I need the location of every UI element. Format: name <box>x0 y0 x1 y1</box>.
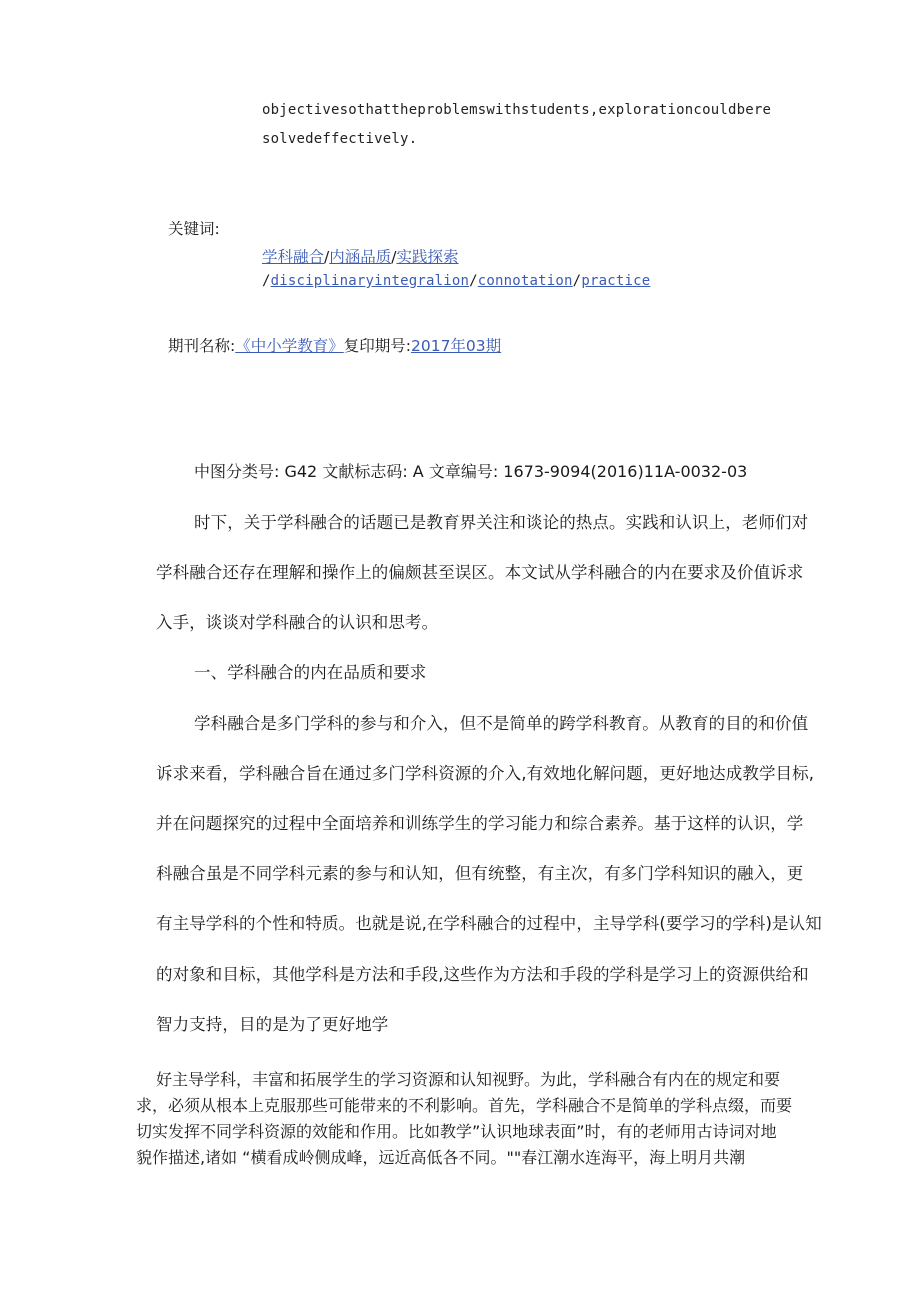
section-heading: 一、学科融合的内在品质和要求 <box>194 663 427 682</box>
paragraph-2-line: 学科融合是多门学科的参与和介入，但不是简单的跨学科教育。从教育的目的和价值 <box>194 714 809 733</box>
paragraph-2-line: 智力支持，目的是为了更好地学 <box>156 1015 389 1034</box>
journal-row <box>168 334 501 356</box>
keywords-en-row <box>262 273 650 289</box>
paragraph-1-line: 入手，谈谈对学科融合的认识和思考。 <box>156 613 439 632</box>
keyword-separator: / <box>324 248 330 266</box>
keyword-separator: / <box>572 273 582 289</box>
keyword-link-en-disciplinary[interactable]: disciplinaryintegralion <box>270 273 470 289</box>
keyword-link-connotation-quality[interactable]: 内涵品质 <box>329 248 392 266</box>
journal-name-link[interactable]: 《中小学教育》 <box>235 337 344 355</box>
issue-link[interactable]: 2017年03期 <box>410 337 502 355</box>
keyword-separator: / <box>391 248 397 266</box>
abstract-en-line-1: objectivesothattheproblemswithstudents,explorationcouldbere <box>262 102 772 118</box>
keyword-link-en-practice[interactable]: practice <box>581 273 651 289</box>
paragraph-2-line: 并在问题探究的过程中全面培养和训练学生的学习能力和综合素养。基于这样的认识，学 <box>156 814 804 833</box>
paragraph-3-line: 求，必须从根本上克服那些可能带来的不利影响。首先，学科融合不是简单的学科点缀，而要 <box>136 1096 793 1115</box>
keyword-separator: / <box>469 273 478 289</box>
abstract-en-line-2: solvedeffectively. <box>262 131 418 147</box>
keywords-label: 关键词: <box>168 220 220 238</box>
keywords-cn-row <box>262 245 459 267</box>
paragraph-3-line: 好主导学科，丰富和拓展学生的学习资源和认知视野。为此，学科融合有内在的规定和要 <box>156 1070 781 1089</box>
keyword-link-disciplinary-integration[interactable]: 学科融合 <box>262 248 325 266</box>
paragraph-2-line: 诉求来看，学科融合旨在通过多门学科资源的介入,有效地化解问题，更好地达成教学目标, <box>156 764 815 783</box>
keyword-link-en-connotation[interactable]: connotation <box>477 273 573 289</box>
classification-line: 中图分类号: G42 文献标志码: A 文章编号: 1673-9094(2016)11A-0032-03 <box>194 462 748 481</box>
journal-label: 期刊名称: <box>168 337 236 355</box>
paragraph-2-line: 有主导学科的个性和特质。也就是说,在学科融合的过程中，主导学科(要学习的学科)是认知 <box>156 914 822 933</box>
paragraph-1-line: 学科融合还存在理解和操作上的偏颇甚至误区。本文试从学科融合的内在要求及价值诉求 <box>156 563 804 582</box>
paragraph-3-line: 貌作描述,诸如 “横看成岭侧成峰，远近高低各不同。""春江潮水连海平，海上明月共潮 <box>136 1148 746 1167</box>
paragraph-2-line: 的对象和目标，其他学科是方法和手段,这些作为方法和手段的学科是学习上的资源供给和 <box>156 965 809 984</box>
keyword-separator: / <box>262 273 271 289</box>
issue-label: 复印期号: <box>343 337 411 355</box>
keyword-link-practice-exploration[interactable]: 实践探索 <box>396 248 459 266</box>
paragraph-1-line: 时下，关于学科融合的话题已是教育界关注和谈论的热点。实践和认识上，老师们对 <box>194 513 809 532</box>
paragraph-3-line: 切实发挥不同学科资源的效能和作用。比如教学”认识地球表面”时，有的老师用古诗词对地 <box>136 1122 777 1141</box>
paragraph-2-line: 科融合虽是不同学科元素的参与和认知，但有统整，有主次，有多门学科知识的融入，更 <box>156 864 804 883</box>
